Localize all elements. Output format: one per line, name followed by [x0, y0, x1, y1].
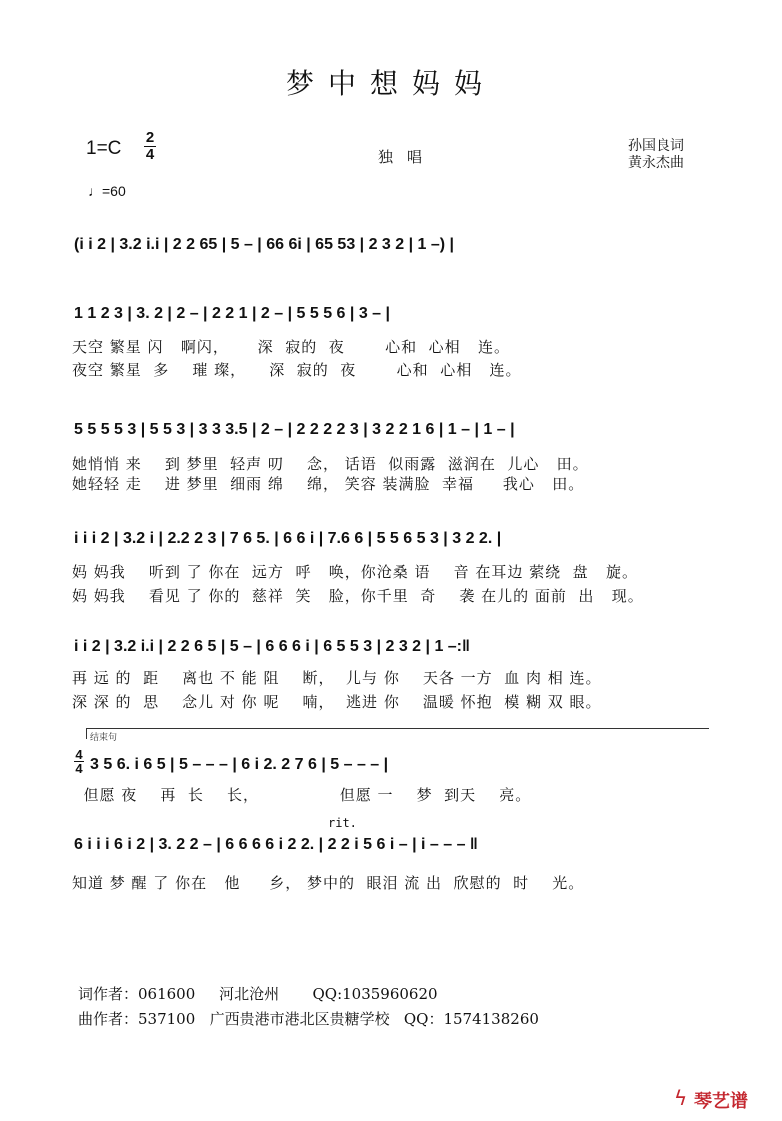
lyricist-contact: 词作者：061600 河北沧州 QQ:1035960620	[78, 985, 438, 1003]
lyric-line-9: 但愿 夜 再 长 长， 但愿 一 梦 到天 亮。	[72, 786, 532, 804]
composer-contact: 曲作者：537100 广西贵港市港北区贵糖学校 QQ：1574138260	[78, 1010, 539, 1028]
lyric-line-7: 再 远 的 距 离也 不 能 阻 断， 儿与 你 天各 一方 血 肉 相 连。	[72, 669, 602, 687]
staff-line-5: i i 2 | 3.2 i.i | 2 2 6 5 | 5 – | 6 6 6 i | 6 5 5 3 | 2 3 2 | 1 –:‖	[74, 638, 470, 655]
song-title: 梦中想妈妈	[285, 67, 496, 100]
staff-line-3: 5 5 5 5 3 | 5 5 3 | 3 3 3.5 | 2 – | 2 2 2 2 3 | 3 2 2 1 6 | 1 – | 1 – |	[74, 421, 515, 438]
lyric-line-1: 天空 繁星 闪 啊闪， 深 寂的 夜 心和 心相 连。	[72, 338, 510, 356]
ending-label: 结束句	[90, 733, 118, 743]
time-signature-top: 2	[145, 129, 155, 146]
staff-line-2: 1 1 2 3 | 3. 2 | 2 – | 2 2 1 | 2 – | 5 5 5 6 | 3 – |	[74, 305, 390, 322]
lyric-line-10: 知道 梦 醒 了 你在 他 乡， 梦中的 眼泪 流 出 欣慰的 时 光。	[72, 874, 585, 892]
ending-bracket	[86, 728, 709, 739]
final-time-signature	[74, 748, 84, 775]
staff-line-4: i i i 2 | 3.2 i | 2.2 2 3 | 7 6 5. | 6 6 i | 7.6 6 | 5 5 6 5 3 | 3 2 2. |	[74, 530, 502, 547]
lyric-line-6: 妈 妈我 看见 了 你的 慈祥 笑 脸，你千里 奇 袭 在儿的 面前 出 现。	[72, 587, 644, 605]
watermark-logo: 琴艺谱	[694, 1091, 748, 1111]
ritardando-marking: rit.	[328, 816, 357, 830]
key-signature: 1=C	[86, 138, 122, 159]
lyric-line-4: 她轻轻 走 进 梦里 细雨 绵 绵， 笑容 装满脸 幸福 我心 田。	[72, 475, 585, 493]
watermark-logo-icon: ϟ	[674, 1086, 688, 1110]
tempo-marking: ♩=60	[88, 183, 126, 199]
final-time-signature-bottom: 4	[75, 761, 83, 776]
lyric-line-2: 夜空 繁星 多 璀 璨， 深 寂的 夜 心和 心相 连。	[72, 361, 522, 379]
credits	[628, 138, 684, 172]
time-signature-bottom: 4	[145, 146, 155, 163]
performance-type: 独唱	[378, 148, 437, 166]
lyric-line-8: 深 深 的 思 念儿 对 你 呢 喃， 逃进 你 温暖 怀抱 模 糊 双 眼。	[72, 693, 602, 711]
lyric-line-3: 她悄悄 来 到 梦里 轻声 叨 念， 话语 似雨露 滋润在 儿心 田。	[72, 455, 589, 473]
staff-line-6: 3 5 6. i 6 5 | 5 – – – | 6 i 2. 2 7 6 | 5 – – – |	[90, 756, 389, 773]
final-time-signature-top: 4	[75, 747, 83, 762]
composer-credit: 黄永杰曲	[628, 155, 684, 171]
staff-line-7: 6 i i i 6 i 2 | 3. 2 2 – | 6 6 6 6 i 2 2. | 2 2 i 5 6 i – | i – – – ‖	[74, 836, 478, 853]
lyricist-credit: 孙国良词	[628, 138, 684, 154]
staff-line-1: (i i 2 | 3.2 i.i | 2 2 65 | 5 – | 66 6i | 65 53 | 2 3 2 | 1 –) |	[74, 236, 455, 253]
time-signature	[144, 130, 156, 163]
lyric-line-5: 妈 妈我 听到 了 你在 远方 呼 唤，你沧桑 语 音 在耳边 萦绕 盘 旋。	[72, 563, 638, 581]
